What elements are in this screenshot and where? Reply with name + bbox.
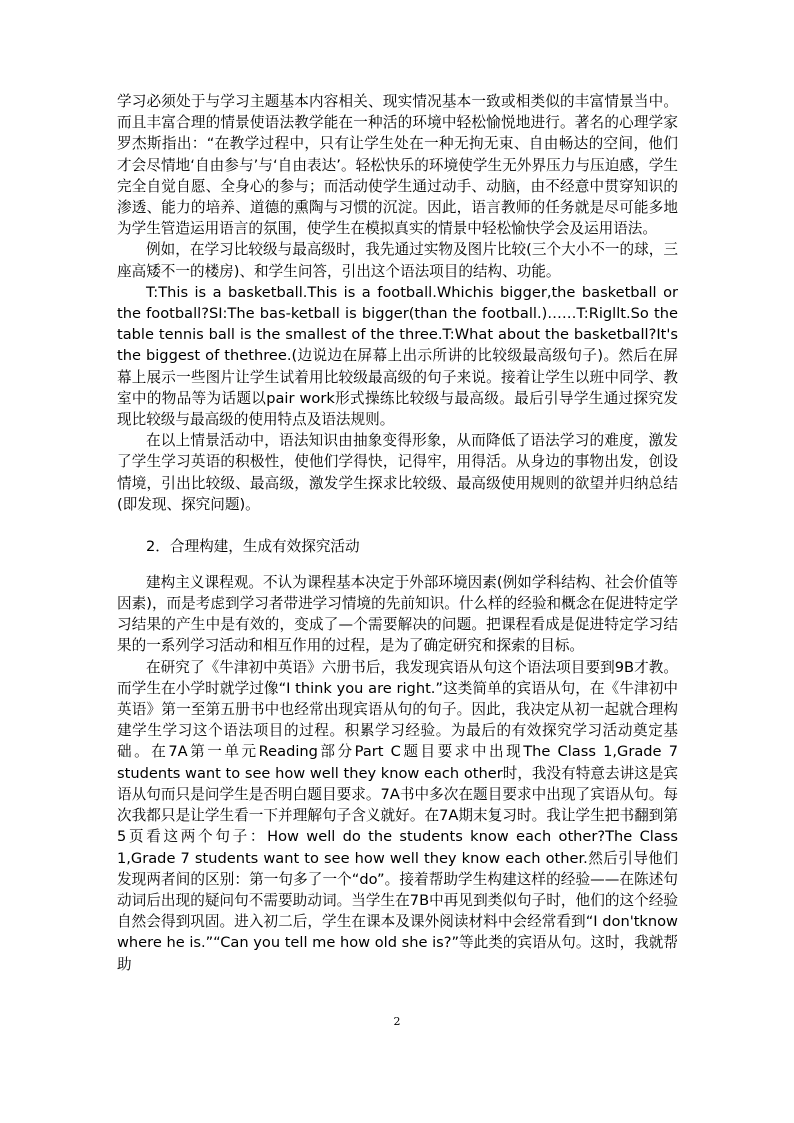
paragraph-4: 在以上情景活动中，语法知识由抽象变得形象，从而降低了语法学习的难度，激发了学生学习英语的积极性，使他们学得快，记得牢，用得活。从身边的事物出发，创设情境，引出比较级、最高级，激发学生探求比较级、最高级使用规则的欲望并归纳总结(即发现、探究问题)。 bbox=[117, 432, 678, 513]
paragraph-5: 建构主义课程观。不认为课程基本决定于外部环境因素(例如学科结构、社会价值等因素)，而是考虑到学习者带进学习情境的先前知识。什么样的经验和概念在促进特定学习结果的产生中是有效的，变成了—个需要解决的问题。把课程看成是促进特定学习结果的一系列学习活动和相互作用的过程，是为了确定研究和探索的目标。 bbox=[117, 573, 678, 655]
paragraph-2: 例如，在学习比较级与最高级时，我先通过实物及图片比较(三个大小不一的球，三座高矮不一的楼房)、和学生问答，引出这个语法项目的结构、功能。 bbox=[117, 241, 678, 280]
paragraph-1: 学习必须处于与学习主题基本内容相关、现实情况基本一致或相类似的丰富情景当中。而且丰富合理的情景使语法教学能在一种活的环境中轻松愉悦地进行。著名的心理学家罗杰斯指出：“在教学过程中，只有让学生处在一种无拘无束、自由畅达的空间，他们才会尽情地‘自由参与’与‘自由表达’。轻松快乐的环境使学生无外界压力与压迫感，学生完全自觉自愿、全身心的参与；而活动使学生通过动手、动脑，由不经意中贯穿知识的渗透、能力的培养、道德的熏陶与习惯的沉淀。因此，语言教师的任务就是尽可能多地为学生管造运用语言的氛围，使学生在模拟真实的情景中轻松愉快学会及运用语法。 bbox=[117, 93, 678, 238]
paragraph-6: 在研究了《牛津初中英语》六册书后，我发现宾语从句这个语法项目要到9B才教。而学生在小学时就学过像“I think you are right.”这类简单的宾语从句，在《牛津初中英语》第一至第五册书中也经常出现宾语从句的句子。因此，我决定从初一起就合理构建学生学习这个语法项目的过程。积累学习经验。为最后的有效探究学习活动奠定基础。在7A第一单元Reading部分Part C题目要求中出现The Class 1,Grade 7 students want to see how well they know each other时，我没有特意去讲这是宾语从句而只是问学生是否明白题目要求。7A书中多次在题目要求中出现了宾语从句。每次我都只是让学生看一下并理解句子含义就好。在7A期末复习时。我让学生把书翻到第5页看这两个句子：How well do the students know each other?The Class 1,Grade 7 students want to see how well they know each other.然后引导他们发现两者间的区别：第一句多了一个“do”。接着帮助学生构建这样的经验——在陈述句动词后出现的疑问句不需要助动词。当学生在7B中再见到类似句子时，他们的这个经验自然会得到巩固。进入初二后，学生在课本及课外阅读材料中会经常看到“I don'tknow where he is.”“Can you tell me how old she is?”等此类的宾语从句。这时，我就帮助 bbox=[117, 658, 678, 973]
paragraph-3: T:This is a basketball.This is a football.Whichis bigger,the basketball or the football?SI:The bas-ketball is bigger(than the football.)……T:Rigllt.So the table tennis ball is the smallest of the three.T:What about the basketball?It's the biggest of thethree.(边说边在屏幕上出示所讲的比较级最高级句子)。然后在屏幕上展示一些图片让学生试着用比较级最高级的句子来说。接着让学生以班中同学、教室中的物品等为话题以pair work形式操练比较级与最高级。最后引导学生通过探究发现比较级与最高级的使用特点及语法规则。 bbox=[117, 283, 678, 429]
page-number: 2 bbox=[393, 1015, 401, 1028]
section-heading: 2．合理构建，生成有效探究活动 bbox=[146, 538, 360, 556]
document-body bbox=[117, 91, 678, 975]
